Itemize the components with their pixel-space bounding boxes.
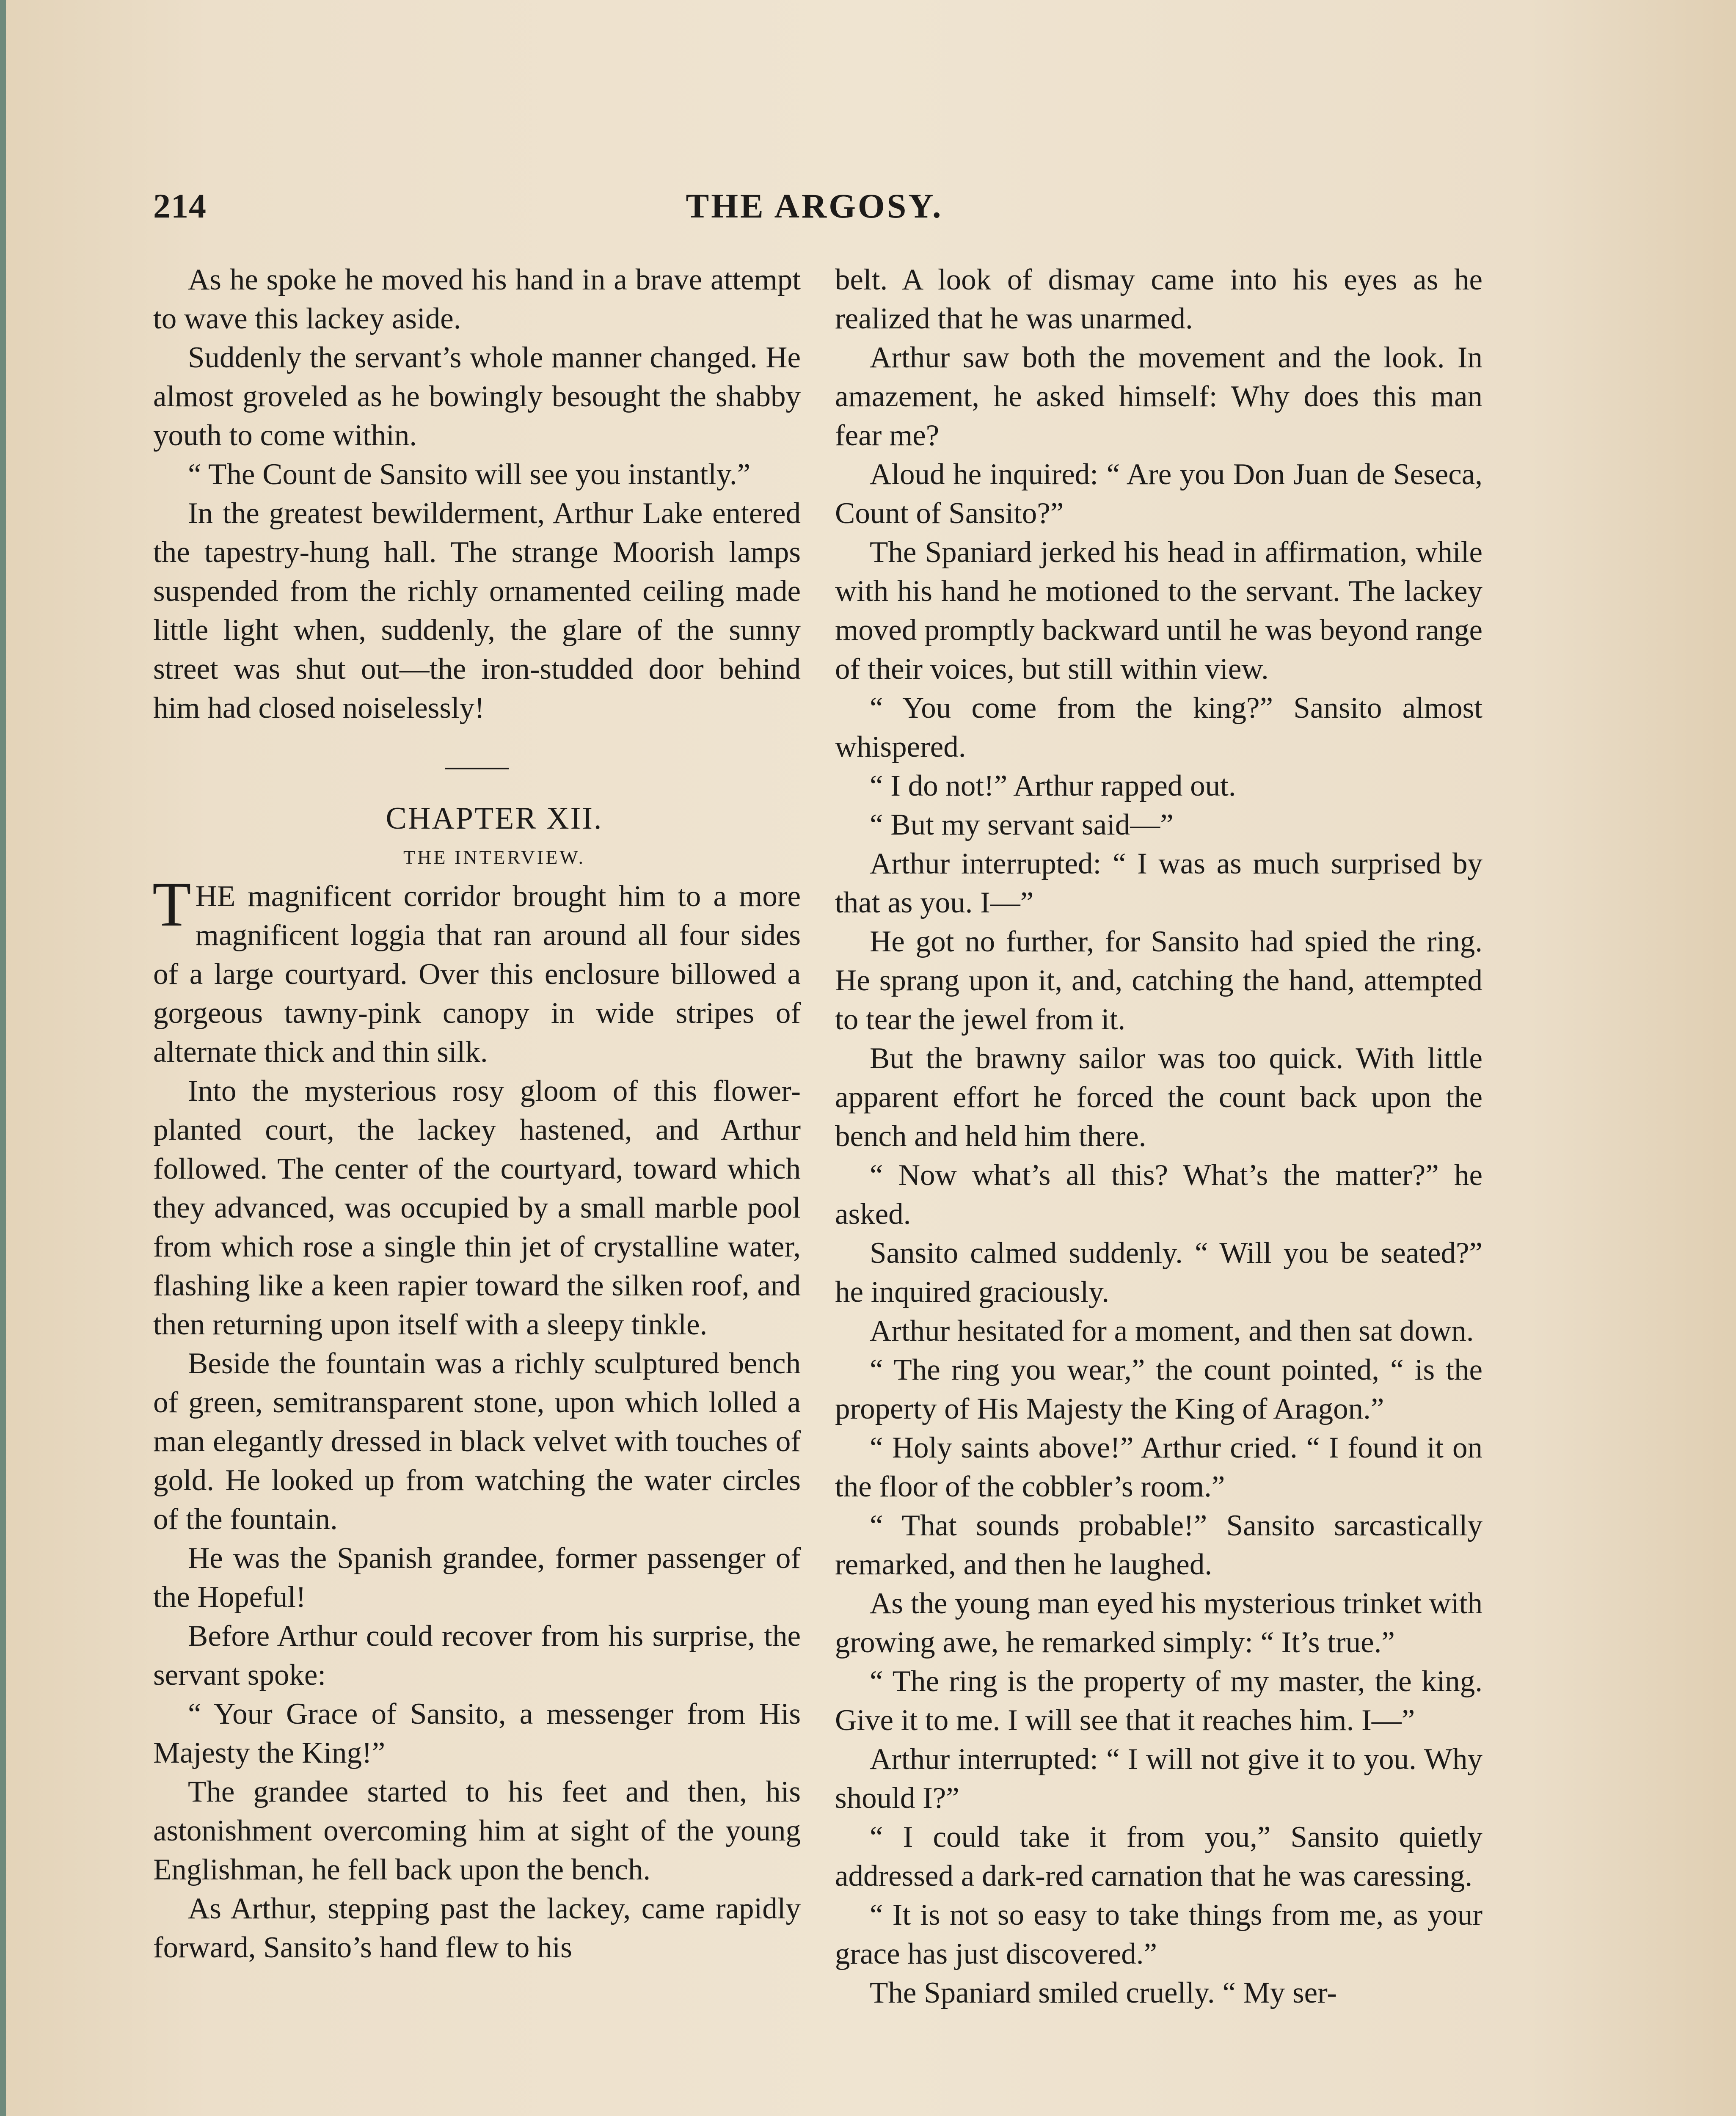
magazine-title: THE ARGOSY. [686, 187, 943, 225]
paragraph: “ Your Grace of Sansito, a messenger from His Majesty the King!” [153, 1697, 801, 1769]
paragraph: Aloud he inquired: “ Are you Don Juan de Seseca, Count of Sansito?” [835, 458, 1482, 530]
paragraph: Arthur hesitated for a moment, and then sat down. [870, 1314, 1474, 1347]
right-column [835, 260, 1482, 2012]
paragraph: Before Arthur could recover from his surprise, the servant spoke: [153, 1620, 801, 1692]
paragraph: In the greatest bewilderment, Arthur Lake entered the tapestry-hung hall. The strange Moorish lamps suspended from the richly ornamented ceiling made little light when, suddenly, the glare of the sunny street was shut out—the iron-studded door behind him had closed noiselessly! [153, 497, 801, 725]
page-number: 214 [153, 187, 207, 225]
paragraph: “ The Count de Sansito will see you instantly.” [188, 458, 751, 491]
page-edge [0, 0, 6, 2116]
paragraph: Arthur saw both the movement and the look. In amazement, he asked himself: Why does this man fear me? [835, 341, 1482, 452]
paragraph: “ That sounds probable!” Sansito sarcastically remarked, and then he laughed. [835, 1509, 1482, 1581]
paragraph: “ You come from the king?” Sansito almost whispered. [835, 692, 1482, 763]
opening-text: HE magnificent corridor brought him to a more magnificent loggia that ran around all four sides of a large courtyard. Over this enclosure billowed a gorgeous tawny-pink canopy in wide stripes of alternate thick and thin silk. [153, 880, 801, 1069]
paragraph: But the brawny sailor was too quick. With little apparent effort he forced the count back upon the bench and held him there. [835, 1042, 1482, 1153]
paragraph: As the young man eyed his mysterious trinket with growing awe, he remarked simply: “ It’s true.” [835, 1587, 1482, 1659]
paragraph: Sansito calmed suddenly. “ Will you be seated?” he inquired graciously. [835, 1237, 1482, 1309]
paragraph: He was the Spanish grandee, former passenger of the Hopeful! [153, 1542, 801, 1614]
paragraph: “ The ring you wear,” the count pointed, “ is the property of His Majesty the King of Aragon.” [835, 1353, 1482, 1425]
paragraph: He got no further, for Sansito had spied the ring. He sprang upon it, and, catching the hand, attempted to tear the jewel from it. [835, 925, 1482, 1036]
paragraph: Arthur interrupted: “ I was as much surprised by that as you. I—” [835, 847, 1482, 919]
page-header [153, 186, 1476, 233]
paragraph: “ It is not so easy to take things from me, as your grace has just discovered.” [835, 1898, 1482, 1970]
paragraph: The Spaniard smiled cruelly. “ My ser- [870, 1976, 1337, 2009]
paragraph: Suddenly the servant’s whole manner changed. He almost groveled as he bowingly besought the shabby youth to come within. [153, 341, 801, 452]
paragraph: “ But my servant said—” [870, 808, 1174, 841]
paragraph: The Spaniard jerked his head in affirmation, while with his hand he motioned to the servant. The lackey moved promptly backward until he was beyond range of their voices, but still within view. [835, 536, 1482, 686]
paragraph: As Arthur, stepping past the lackey, came rapidly forward, Sansito’s hand flew to his [153, 1892, 801, 1964]
paragraph: “ Now what’s all this? What’s the matter?” he asked. [835, 1159, 1482, 1231]
paragraph: The grandee started to his feet and then, his astonishment overcoming him at sight of the young Englishman, he fell back upon the bench. [153, 1775, 801, 1886]
chapter-opening-paragraph [152, 869, 801, 1072]
drop-cap: T [152, 869, 191, 940]
chapter-title: CHAPTER XII. [386, 801, 603, 836]
left-column [153, 260, 801, 1967]
chapter-subtitle: THE INTERVIEW. [403, 846, 585, 868]
paragraph: As he spoke he moved his hand in a brave attempt to wave this lackey aside. [153, 263, 801, 335]
paragraph: “ The ring is the property of my master, the king. Give it to me. I will see that it reaches him. I—” [835, 1665, 1482, 1737]
paragraph: Into the mysterious rosy gloom of this flower-planted court, the lackey hastened, and Arthur followed. The center of the courtyard, toward which they advanced, was occupied by a small marble pool from which rose a single thin jet of crystalline water, flashing like a keen rapier toward the silken roof, and then returning upon itself with a sleepy tinkle. [153, 1075, 801, 1341]
paragraph: Beside the fountain was a richly sculptured bench of green, semitransparent stone, upon which lolled a man elegantly dressed in black velvet with touches of gold. He looked up from watching the water circles of the fountain. [153, 1347, 801, 1536]
continuation-paragraph: belt. A look of dismay came into his eyes as he realized that he was unarmed. [835, 263, 1482, 335]
paragraph: “ Holy saints above!” Arthur cried. “ I found it on the floor of the cobbler’s room.” [835, 1431, 1482, 1503]
section-divider [445, 768, 509, 769]
paragraph: “ I could take it from you,” Sansito quietly addressed a dark-red carnation that he was caressing. [835, 1821, 1482, 1893]
paragraph: Arthur interrupted: “ I will not give it to you. Why should I?” [835, 1743, 1482, 1815]
paragraph: “ I do not!” Arthur rapped out. [870, 769, 1236, 802]
